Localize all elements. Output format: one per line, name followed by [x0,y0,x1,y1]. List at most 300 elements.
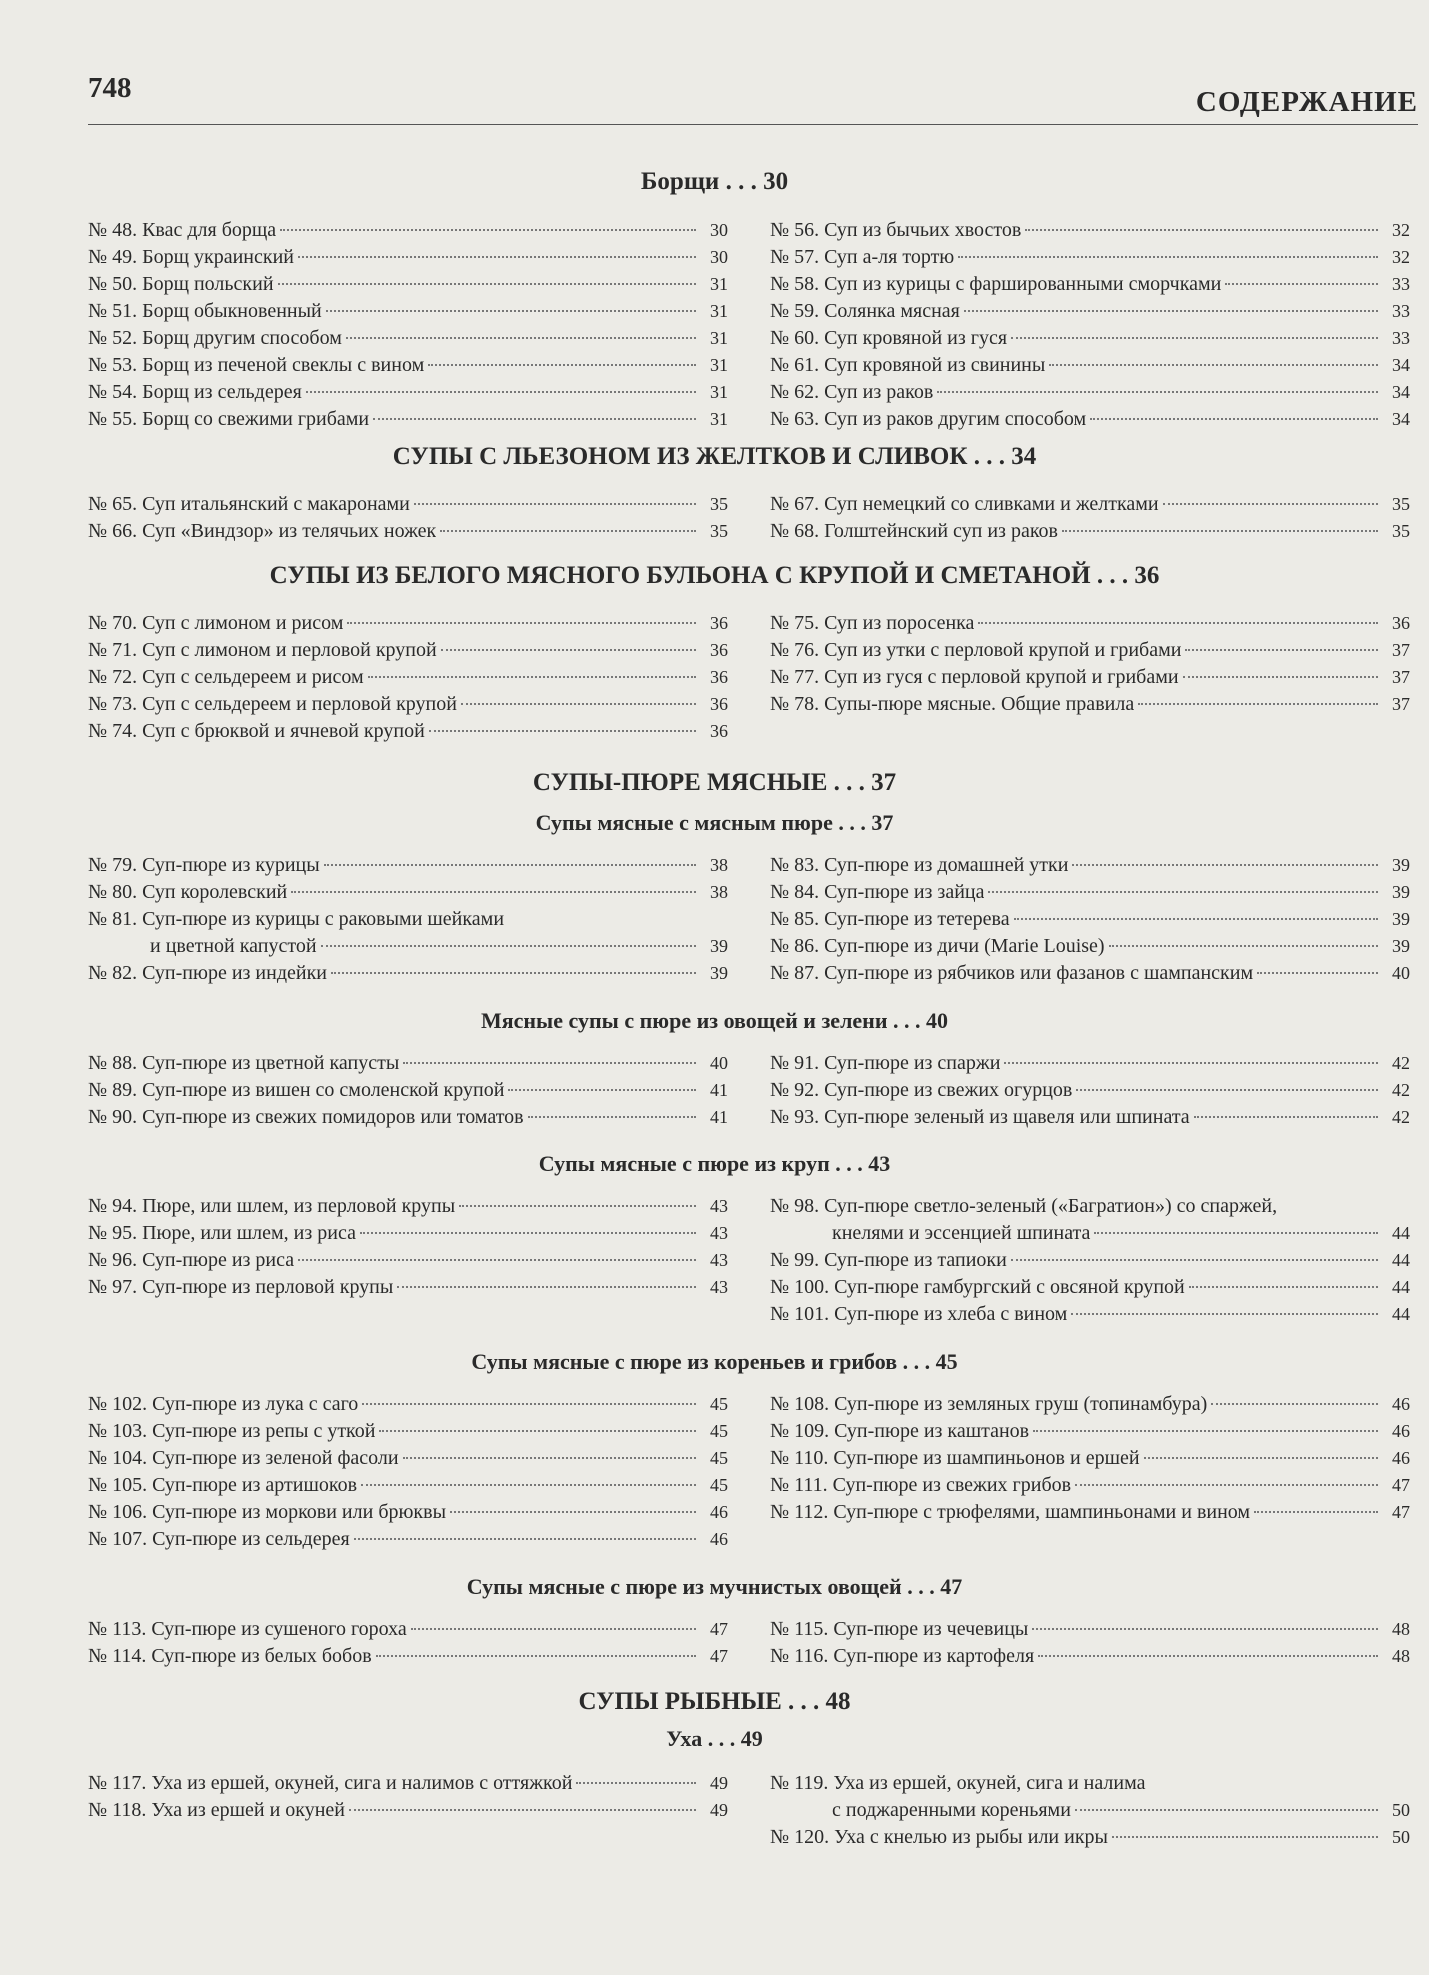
toc-entry [770,664,1410,691]
right-column [770,1193,1410,1328]
entry-page: 43 [710,1250,728,1270]
entry-title: Суп кровяной из свинины [824,354,1046,376]
entry-page: 38 [710,855,728,875]
toc-entry [88,325,728,352]
dot-leader [326,309,696,312]
entry-number: № 99. [770,1249,820,1271]
toc-entry [770,1418,1410,1445]
dot-leader [1033,1429,1378,1432]
entry-number: № 115. [770,1618,829,1640]
toc-entry [88,610,728,637]
toc-entry [770,518,1410,545]
dot-leader [368,675,696,678]
dot-leader [1038,1654,1378,1657]
entry-number: № 74. [88,720,138,742]
dot-leader [1071,1312,1378,1315]
entry-title: Суп-пюре из курицы [142,854,320,876]
toc-entry [88,379,728,406]
entry-title: Суп-пюре из индейки [142,962,328,984]
toc-entry [88,1050,728,1077]
entry-number: № 68. [770,520,820,542]
left-column [88,1050,728,1131]
entry-number: № 72. [88,666,138,688]
entry-title: Суп из гуся с перловой крупой и грибами [824,666,1179,688]
entry-page: 48 [1392,1646,1410,1666]
entry-title: Суп а-ля тортю [824,246,955,268]
entry-title: Суп-пюре из домашней утки [824,854,1069,876]
entry-page: 45 [710,1394,728,1414]
entry-number: № 53. [88,354,138,376]
entry-page: 32 [1392,247,1410,267]
entry-number: № 49. [88,246,138,268]
entry-number: № 57. [770,246,820,268]
entry-number: № 80. [88,881,138,903]
entry-title: Суп-пюре из артишоков [152,1474,358,1496]
entry-page: 37 [1392,640,1410,660]
entry-number: № 93. [770,1106,820,1128]
entry-title: Суп с сельдереем и рисом [142,666,364,688]
entry-title: Суп-пюре из курицы с раковыми шейками [142,908,505,930]
entry-page: 39 [710,936,728,956]
dot-leader [1225,282,1378,285]
section-heading: Борщи . . . 30 [640,168,789,195]
dot-leader [1090,417,1378,420]
entry-page: 36 [710,721,728,741]
entry-title: Суп-пюре зеленый из щавеля или шпината [824,1106,1190,1128]
toc-entry [770,1643,1410,1670]
entry-page: 50 [1392,1827,1410,1847]
dot-leader [1194,1115,1378,1118]
entry-page: 37 [1392,667,1410,687]
entry-page: 45 [710,1475,728,1495]
entry-title: Суп кровяной из гуся [824,327,1008,349]
dot-leader [576,1781,696,1784]
dot-leader [1011,1258,1378,1261]
left-column [88,852,728,987]
entry-page: 36 [710,694,728,714]
toc-entry [88,1472,728,1499]
dot-leader [1138,702,1378,705]
toc-entry [88,1391,728,1418]
entry-title: Суп из раков [824,381,934,403]
entry-number: № 120. [770,1826,830,1848]
toc-entry [770,325,1410,352]
entry-number: № 55. [88,408,138,430]
dot-leader [1014,917,1378,920]
subsection-heading: Мясные супы с пюре из овощей и зелени . . . 40 [480,1008,949,1033]
entry-number: № 110. [770,1447,829,1469]
right-column [770,1050,1410,1131]
entry-page: 44 [1392,1250,1410,1270]
toc-entry [88,1770,728,1797]
entry-title: Суп-пюре из сельдерея [152,1528,350,1550]
entry-title: Суп-пюре из каштанов [834,1420,1030,1442]
entry-page: 30 [710,220,728,240]
dot-leader [1183,675,1378,678]
entry-number: № 107. [88,1528,148,1550]
toc-entry [770,1274,1410,1301]
toc-entry [770,1050,1410,1077]
toc-entry [88,1445,728,1472]
dot-leader [362,1402,696,1405]
entry-page: 46 [1392,1394,1410,1414]
page-number: 748 [88,72,132,104]
dot-leader [1254,1510,1378,1513]
entry-title: Суп-пюре из тетерева [824,908,1010,930]
toc-entry [88,518,728,545]
right-column [770,217,1410,433]
entry-page: 34 [1392,355,1410,375]
toc-entry [770,491,1410,518]
page-header [88,72,1418,125]
entry-number: № 86. [770,935,820,957]
entry-title: Борщ из печеной свеклы с вином [142,354,425,376]
dot-leader [373,417,696,420]
dot-leader [291,890,696,893]
dot-leader [414,502,696,505]
left-column [88,610,728,745]
entry-title: Суп-пюре из свежих огурцов [824,1079,1073,1101]
entry-number: № 103. [88,1420,148,1442]
dot-leader [1211,1402,1378,1405]
left-column [88,217,728,433]
entry-number: № 56. [770,219,820,241]
toc-entry [770,1077,1410,1104]
entry-title: Борщ со свежими грибами [142,408,370,430]
toc-entry [770,610,1410,637]
entry-page: 39 [1392,855,1410,875]
entry-page: 41 [710,1080,728,1100]
toc-entry [88,217,728,244]
entry-title: Суп-пюре из шампиньонов и ершей [833,1447,1140,1469]
toc-entry [770,1445,1410,1472]
entry-number: № 90. [88,1106,138,1128]
toc-entry [88,352,728,379]
entry-page: 31 [710,301,728,321]
dot-leader [508,1088,696,1091]
entry-page: 37 [1392,694,1410,714]
dot-leader [1011,336,1378,339]
entry-title: Суп-пюре из чечевицы [833,1618,1029,1640]
entry-title: Пюре, или шлем, из перловой крупы [142,1195,456,1217]
entry-title: Суп-пюре из картофеля [833,1645,1035,1667]
dot-leader [354,1537,696,1540]
entry-title: Суп с брюквой и ячневой крупой [142,720,425,742]
toc-entry [770,1391,1410,1418]
entry-number: № 73. [88,693,138,715]
entry-title: Суп-пюре из зайца [824,881,985,903]
entry-title: Суп-пюре из риса [142,1249,295,1271]
toc-entry [88,406,728,433]
entry-page: 46 [1392,1448,1410,1468]
toc-entry [88,1274,728,1301]
entry-title: Суп-пюре из свежих помидоров или томатов [142,1106,524,1128]
dot-leader [411,1627,696,1630]
dot-leader [1076,1088,1378,1091]
entry-title: Суп-пюре из перловой крупы [142,1276,394,1298]
dot-leader [346,336,696,339]
entry-title: Суп-пюре из моркови или брюквы [152,1501,447,1523]
entry-page: 36 [710,640,728,660]
left-column [88,1770,728,1824]
toc-entry [88,1104,728,1131]
toc-entry [88,906,728,960]
dot-leader [958,255,1378,258]
entry-title: Суп итальянский с макаронами [142,493,410,515]
toc-entry [88,852,728,879]
entry-number: № 117. [88,1772,147,1794]
entry-number: № 48. [88,219,138,241]
entry-title: Суп-пюре гамбургский с овсяной крупой [834,1276,1185,1298]
entry-number: № 116. [770,1645,829,1667]
dot-leader [324,863,696,866]
dot-leader [1004,1061,1378,1064]
entry-title: Суп-пюре из земляных груш (топинамбура) [834,1393,1208,1415]
entry-number: № 81. [88,908,138,930]
dot-leader [1185,648,1378,651]
entry-page: 42 [1392,1080,1410,1100]
entry-title-continued: и цветной капустой [150,935,317,957]
toc-entry [770,1104,1410,1131]
entry-number: № 98. [770,1195,820,1217]
dot-leader [450,1510,696,1513]
dot-leader [361,1483,696,1486]
entry-page: 35 [1392,521,1410,541]
entry-number: № 119. [770,1772,829,1794]
entry-page: 44 [1392,1277,1410,1297]
entry-number: № 108. [770,1393,830,1415]
entry-page: 33 [1392,301,1410,321]
entry-number: № 92. [770,1079,820,1101]
entry-number: № 66. [88,520,138,542]
toc-entry [88,1526,728,1553]
entry-title: Уха из ершей и окуней [151,1799,345,1821]
entry-number: № 105. [88,1474,148,1496]
dot-leader [1112,1835,1378,1838]
subsection-heading: Супы мясные с пюре из кореньев и грибов . . . 45 [471,1349,958,1374]
entry-page: 39 [1392,882,1410,902]
entry-number: № 78. [770,693,820,715]
entry-title: Солянка мясная [824,300,960,322]
entry-title: Борщ украинский [142,246,294,268]
entry-page: 47 [710,1646,728,1666]
entry-title: Борщ из сельдерея [142,381,302,403]
toc-entry [88,664,728,691]
entry-title: Суп из утки с перловой крупой и грибами [824,639,1182,661]
entry-title: Суп-пюре из дичи (Marie Louise) [824,935,1105,957]
entry-page: 44 [1392,1223,1410,1243]
dot-leader [1062,529,1378,532]
entry-title: Суп-пюре из рябчиков или фазанов с шампанским [824,962,1254,984]
toc-entry [88,1193,728,1220]
toc-entry [88,1077,728,1104]
entry-page: 47 [1392,1502,1410,1522]
toc-entry [88,718,728,745]
dot-leader [441,648,696,651]
dot-leader [1049,363,1378,366]
dot-leader [1163,502,1378,505]
toc-entry [770,1472,1410,1499]
right-column [770,610,1410,718]
entry-page: 35 [710,494,728,514]
toc-entry [88,1499,728,1526]
entry-title: Суп-пюре светло-зеленый («Багратион») со спаржей, [824,1195,1278,1217]
entry-page: 32 [1392,220,1410,240]
entry-page: 33 [1392,328,1410,348]
toc-entry [88,244,728,271]
dot-leader [403,1456,696,1459]
dot-leader [331,971,696,974]
dot-leader [1025,228,1378,231]
toc-entry [770,406,1410,433]
dot-leader [379,1429,696,1432]
entry-number: № 65. [88,493,138,515]
entry-title: Суп-пюре из зеленой фасоли [152,1447,399,1469]
dot-leader [1094,1231,1378,1234]
toc-entry [770,906,1410,933]
toc-entry [88,491,728,518]
entry-page: 36 [1392,613,1410,633]
dot-leader [978,621,1378,624]
toc-entry [770,637,1410,664]
entry-title: Суп-пюре из белых бобов [151,1645,372,1667]
entry-title: Уха с кнелью из рыбы или икры [834,1826,1108,1848]
entry-page: 48 [1392,1619,1410,1639]
dot-leader [403,1061,696,1064]
dot-leader [459,1204,696,1207]
toc-entry [88,960,728,987]
dot-leader [376,1654,696,1657]
subsection-heading: Уха . . . 49 [666,1726,763,1751]
toc-entry [88,1418,728,1445]
entry-title: Супы-пюре мясные. Общие правила [824,693,1135,715]
toc-entry [88,1797,728,1824]
entry-page: 41 [710,1107,728,1127]
entry-number: № 95. [88,1222,138,1244]
dot-leader [1075,1483,1378,1486]
dot-leader [1072,863,1378,866]
entry-title: Суп-пюре из тапиоки [824,1249,1007,1271]
entry-number: № 111. [770,1474,828,1496]
toc-entry [770,379,1410,406]
entry-page: 45 [710,1421,728,1441]
entry-number: № 50. [88,273,138,295]
section-heading: СУПЫ ИЗ БЕЛОГО МЯСНОГО БУЛЬОНА С КРУПОЙ И СМЕТАНОЙ . . . 36 [269,562,1160,589]
entry-page: 43 [710,1196,728,1216]
entry-page: 42 [1392,1053,1410,1073]
entry-page: 30 [710,247,728,267]
toc-entry [770,1247,1410,1274]
section-heading: СУПЫ С ЛЬЕЗОНОМ ИЗ ЖЕЛТКОВ И СЛИВОК . . . 34 [392,443,1037,470]
entry-number: № 82. [88,962,138,984]
toc-entry [88,271,728,298]
entry-page: 35 [710,521,728,541]
entry-number: № 91. [770,1052,820,1074]
left-column [88,1391,728,1553]
right-column [770,1391,1410,1526]
entry-number: № 76. [770,639,820,661]
entry-title: Суп «Виндзор» из телячьих ножек [142,520,437,542]
entry-number: № 97. [88,1276,138,1298]
entry-title: Суп из раков другим способом [824,408,1087,430]
toc-entry [770,933,1410,960]
toc-entry [770,1770,1410,1824]
dot-leader [1189,1285,1378,1288]
entry-title: Уха из ершей, окуней, сига и налима [833,1772,1146,1794]
entry-number: № 62. [770,381,820,403]
entry-page: 44 [1392,1304,1410,1324]
entry-number: № 106. [88,1501,148,1523]
dot-leader [397,1285,696,1288]
dot-leader [1075,1808,1378,1811]
dot-leader [528,1115,696,1118]
dot-leader [349,1808,696,1811]
entry-title-continued: с поджаренными кореньями [832,1799,1071,1821]
entry-number: № 63. [770,408,820,430]
entry-title: Суп-пюре из хлеба с вином [834,1303,1068,1325]
entry-title: Борщ другим способом [142,327,342,349]
dot-leader [440,529,696,532]
toc-entry [88,1616,728,1643]
entry-number: № 51. [88,300,138,322]
entry-title: Суп из бычьих хвостов [824,219,1022,241]
entry-page: 31 [710,409,728,429]
subsection-heading: Супы мясные с пюре из мучнистых овощей . . . 47 [466,1574,963,1599]
entry-number: № 61. [770,354,820,376]
entry-title: Квас для борща [142,219,277,241]
entry-number: № 84. [770,881,820,903]
toc-entry [770,271,1410,298]
entry-number: № 67. [770,493,820,515]
entry-title: Суп-пюре из свежих грибов [832,1474,1072,1496]
entry-page: 36 [710,613,728,633]
entry-number: № 113. [88,1618,147,1640]
dot-leader [1144,1456,1378,1459]
entry-title: Суп с сельдереем и перловой крупой [142,693,457,715]
left-column [88,1616,728,1670]
entry-page: 38 [710,882,728,902]
toc-entry [770,960,1410,987]
entry-page: 42 [1392,1107,1410,1127]
entry-title: Суп-пюре из спаржи [824,1052,1001,1074]
dot-leader [1109,944,1378,947]
toc-entry [770,298,1410,325]
dot-leader [298,255,696,258]
entry-page: 31 [710,382,728,402]
entry-number: № 54. [88,381,138,403]
dot-leader [321,944,696,947]
section-heading: СУПЫ-ПЮРЕ МЯСНЫЕ . . . 37 [532,769,897,796]
entry-page: 49 [710,1773,728,1793]
entry-title: Суп немецкий со сливками и желтками [824,493,1159,515]
entry-title: Суп-пюре из цветной капусты [142,1052,400,1074]
entry-number: № 77. [770,666,820,688]
entry-number: № 96. [88,1249,138,1271]
toc-entry [88,298,728,325]
toc-entry [770,244,1410,271]
entry-number: № 89. [88,1079,138,1101]
entry-page: 47 [710,1619,728,1639]
entry-title: Суп с лимоном и рисом [142,612,344,634]
entry-title: Суп из поросенка [824,612,975,634]
entry-page: 46 [710,1502,728,1522]
dot-leader [428,363,696,366]
toc-entry [770,352,1410,379]
entry-page: 47 [1392,1475,1410,1495]
entry-page: 50 [1392,1800,1410,1820]
entry-page: 39 [1392,909,1410,929]
dot-leader [347,621,696,624]
